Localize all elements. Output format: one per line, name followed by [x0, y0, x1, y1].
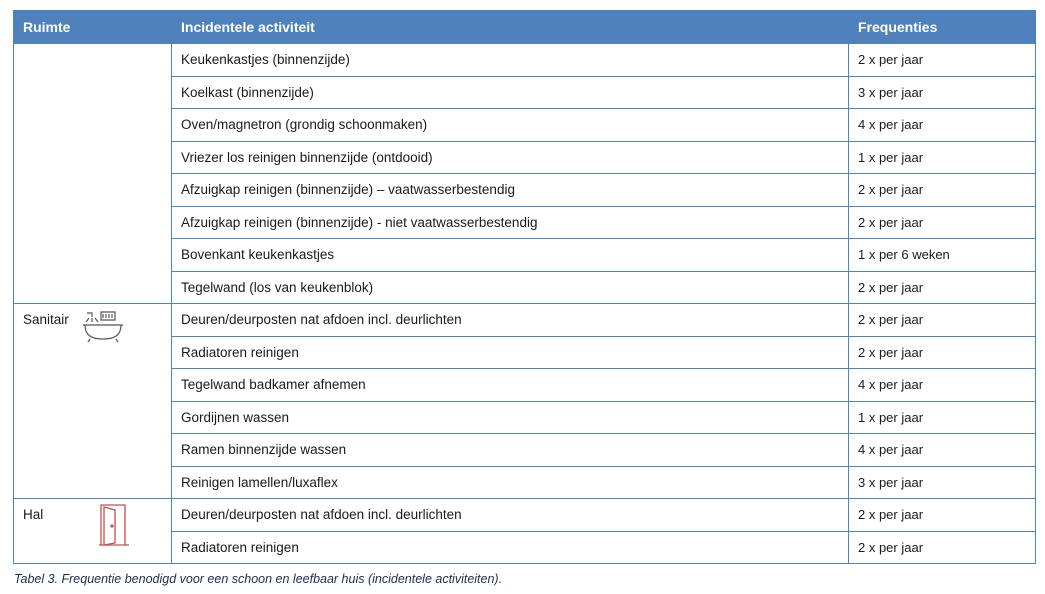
table-body [14, 44, 1036, 564]
room-label: Hal [23, 507, 44, 522]
table-wrapper [13, 10, 1035, 564]
frequency-cell: 2 x per jaar [849, 304, 1036, 337]
activity-cell: Tegelwand badkamer afnemen [172, 369, 849, 402]
activity-cell: Radiatoren reinigen [172, 531, 849, 564]
activity-cell: Gordijnen wassen [172, 401, 849, 434]
table-row [14, 304, 1036, 337]
frequency-cell: 2 x per jaar [849, 499, 1036, 532]
bathtub-shower-icon [81, 310, 127, 347]
activity-cell: Bovenkant keukenkastjes [172, 239, 849, 272]
frequency-cell: 3 x per jaar [849, 466, 1036, 499]
room-cell [14, 499, 172, 564]
frequency-table [13, 10, 1036, 564]
frequency-cell: 3 x per jaar [849, 76, 1036, 109]
frequency-cell: 2 x per jaar [849, 271, 1036, 304]
room-cell [14, 304, 172, 499]
frequency-cell: 2 x per jaar [849, 206, 1036, 239]
door-icon [98, 503, 130, 550]
frequency-cell: 2 x per jaar [849, 174, 1036, 207]
table-row [14, 44, 1036, 77]
frequency-cell: 1 x per 6 weken [849, 239, 1036, 272]
activity-cell: Radiatoren reinigen [172, 336, 849, 369]
frequency-cell: 1 x per jaar [849, 141, 1036, 174]
header-row [14, 11, 1036, 44]
room-label: Sanitair [23, 312, 69, 327]
activity-cell: Afzuigkap reinigen (binnenzijde) - niet vaatwasserbestendig [172, 206, 849, 239]
activity-cell: Keukenkastjes (binnenzijde) [172, 44, 849, 77]
activity-cell: Afzuigkap reinigen (binnenzijde) – vaatwasserbestendig [172, 174, 849, 207]
activity-cell: Deuren/deurposten nat afdoen incl. deurlichten [172, 304, 849, 337]
activity-cell: Vriezer los reinigen binnenzijde (ontdooid) [172, 141, 849, 174]
table-row [14, 499, 1036, 532]
frequency-cell: 4 x per jaar [849, 369, 1036, 402]
activity-cell: Oven/magnetron (grondig schoonmaken) [172, 109, 849, 142]
frequency-cell: 2 x per jaar [849, 44, 1036, 77]
table-header [14, 11, 1036, 44]
activity-cell: Tegelwand (los van keukenblok) [172, 271, 849, 304]
room-cell [14, 44, 172, 304]
frequency-cell: 1 x per jaar [849, 401, 1036, 434]
frequency-cell: 4 x per jaar [849, 109, 1036, 142]
activity-cell: Reinigen lamellen/luxaflex [172, 466, 849, 499]
table-caption: Tabel 3. Frequentie benodigd voor een schoon en leefbaar huis (incidentele activiteiten). [14, 572, 503, 586]
frequency-cell: 2 x per jaar [849, 336, 1036, 369]
activity-cell: Koelkast (binnenzijde) [172, 76, 849, 109]
activity-cell: Deuren/deurposten nat afdoen incl. deurlichten [172, 499, 849, 532]
frequency-cell: 4 x per jaar [849, 434, 1036, 467]
header-frequency: Frequenties [849, 11, 1036, 44]
frequency-cell: 2 x per jaar [849, 531, 1036, 564]
header-activity: Incidentele activiteit [172, 11, 849, 44]
activity-cell: Ramen binnenzijde wassen [172, 434, 849, 467]
header-room: Ruimte [14, 11, 172, 44]
